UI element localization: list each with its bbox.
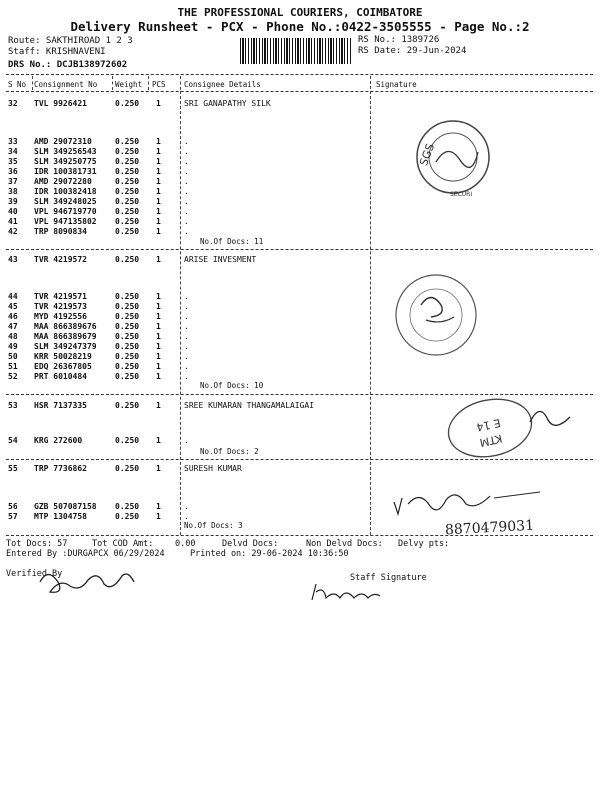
row-consignment: PRT 6010484 bbox=[34, 372, 87, 381]
row-pcs: 1 bbox=[156, 464, 161, 473]
row-sno: 41 bbox=[8, 217, 18, 226]
consignee-name: SURESH KUMAR bbox=[184, 464, 242, 473]
row-pcs: 1 bbox=[156, 217, 161, 226]
col-sep-signature bbox=[370, 76, 371, 535]
row-sno: 52 bbox=[8, 372, 18, 381]
row-consignment: AMD 29072280 bbox=[34, 177, 92, 186]
consignee-name: ARISE INVESMENT bbox=[184, 255, 257, 264]
col-consignee: Consignee Details bbox=[184, 80, 261, 89]
row-pcs: 1 bbox=[156, 372, 161, 381]
row-consignment: AMD 29072310 bbox=[34, 137, 92, 146]
row-consignment: MYD 4192556 bbox=[34, 312, 87, 321]
row-consignment: EDQ 26367805 bbox=[34, 362, 92, 371]
row-pcs: 1 bbox=[156, 99, 161, 108]
row-sno: 57 bbox=[8, 512, 18, 521]
row-detail: . bbox=[184, 342, 189, 351]
row-detail: . bbox=[184, 302, 189, 311]
runsheet-subtitle: Delivery Runsheet - PCX - Phone No.:0422-3505555 - Page No.:2 bbox=[70, 19, 530, 34]
row-weight: 0.250 bbox=[115, 401, 140, 410]
row-sno: 49 bbox=[8, 342, 18, 351]
row-pcs: 1 bbox=[156, 352, 161, 361]
row-consignment: VPL 947135802 bbox=[34, 217, 97, 226]
ktm-stamp bbox=[440, 392, 580, 467]
row-consignment: TRP 7736862 bbox=[34, 464, 87, 473]
verifier-signature bbox=[30, 562, 150, 602]
rs-number: RS No.: 1389726 bbox=[358, 35, 440, 45]
row-weight: 0.250 bbox=[115, 147, 140, 156]
row-sno: 53 bbox=[8, 401, 18, 410]
row-weight: 0.250 bbox=[115, 372, 140, 381]
row-pcs: 1 bbox=[156, 512, 161, 521]
row-detail: . bbox=[184, 352, 189, 361]
row-pcs: 1 bbox=[156, 227, 161, 236]
row-sno: 54 bbox=[8, 436, 18, 445]
staff-signature-label: Staff Signature bbox=[350, 573, 427, 583]
row-pcs: 1 bbox=[156, 436, 161, 445]
row-consignment: MAA 866389679 bbox=[34, 332, 97, 341]
handwritten-phone: 8870479031 bbox=[444, 517, 535, 539]
row-detail: . bbox=[184, 137, 189, 146]
row-consignment: MAA 866389676 bbox=[34, 322, 97, 331]
row-weight: 0.250 bbox=[115, 167, 140, 176]
row-weight: 0.250 bbox=[115, 157, 140, 166]
row-sno: 36 bbox=[8, 167, 18, 176]
row-consignment: KRR 50028219 bbox=[34, 352, 92, 361]
printed-on: Printed on: 29-06-2024 10:36:50 bbox=[190, 549, 349, 559]
row-pcs: 1 bbox=[156, 312, 161, 321]
row-detail: . bbox=[184, 372, 189, 381]
row-detail: . bbox=[184, 157, 189, 166]
row-sno: 43 bbox=[8, 255, 18, 264]
row-weight: 0.250 bbox=[115, 217, 140, 226]
barcode bbox=[240, 38, 352, 64]
row-sno: 39 bbox=[8, 197, 18, 206]
row-weight: 0.250 bbox=[115, 362, 140, 371]
row-pcs: 1 bbox=[156, 177, 161, 186]
row-detail: . bbox=[184, 167, 189, 176]
row-detail: . bbox=[184, 227, 189, 236]
row-pcs: 1 bbox=[156, 255, 161, 264]
row-weight: 0.250 bbox=[115, 436, 140, 445]
row-weight: 0.250 bbox=[115, 502, 140, 511]
row-pcs: 1 bbox=[156, 302, 161, 311]
recipient-signature bbox=[390, 480, 580, 540]
row-consignment: IDR 100382418 bbox=[34, 187, 97, 196]
row-sno: 56 bbox=[8, 502, 18, 511]
svg-text:E 14: E 14 bbox=[475, 415, 502, 434]
row-pcs: 1 bbox=[156, 322, 161, 331]
row-detail: . bbox=[184, 512, 189, 521]
row-consignment: TRP 8090834 bbox=[34, 227, 87, 236]
row-sno: 46 bbox=[8, 312, 18, 321]
row-sno: 32 bbox=[8, 99, 18, 108]
sgs-security-stamp bbox=[408, 112, 498, 202]
row-sno: 37 bbox=[8, 177, 18, 186]
row-sno: 40 bbox=[8, 207, 18, 216]
entered-by: Entered By :DURGAPCX 06/29/2024 bbox=[6, 549, 165, 559]
col-sep bbox=[148, 76, 149, 90]
non-delivered-docs: Non Delvd Docs: bbox=[306, 539, 383, 549]
row-weight: 0.250 bbox=[115, 177, 140, 186]
svg-text:KTM: KTM bbox=[478, 431, 504, 449]
row-detail: . bbox=[184, 292, 189, 301]
group-divider bbox=[6, 249, 593, 250]
row-pcs: 1 bbox=[156, 137, 161, 146]
row-pcs: 1 bbox=[156, 207, 161, 216]
row-pcs: 1 bbox=[156, 292, 161, 301]
row-detail: . bbox=[184, 362, 189, 371]
row-pcs: 1 bbox=[156, 197, 161, 206]
row-weight: 0.250 bbox=[115, 312, 140, 321]
docs-count: No.Of Docs: 2 bbox=[200, 447, 259, 456]
rule-top bbox=[6, 74, 593, 75]
row-consignment: TVR 4219572 bbox=[34, 255, 87, 264]
svg-text:SGS: SGS bbox=[417, 141, 438, 168]
row-detail: . bbox=[184, 207, 189, 216]
row-detail: . bbox=[184, 197, 189, 206]
row-consignment: TVR 4219571 bbox=[34, 292, 87, 301]
row-pcs: 1 bbox=[156, 362, 161, 371]
row-weight: 0.250 bbox=[115, 332, 140, 341]
total-docs: Tot Docs: 57 bbox=[6, 539, 68, 549]
row-sno: 44 bbox=[8, 292, 18, 301]
row-detail: . bbox=[184, 147, 189, 156]
row-weight: 0.250 bbox=[115, 322, 140, 331]
total-cod-label: Tot COD Amt: bbox=[92, 539, 154, 549]
row-consignment: KRG 272600 bbox=[34, 436, 83, 445]
row-weight: 0.250 bbox=[115, 352, 140, 361]
row-pcs: 1 bbox=[156, 401, 161, 410]
row-consignment: SLM 349256543 bbox=[34, 147, 97, 156]
row-consignment: MTP 1304758 bbox=[34, 512, 87, 521]
row-sno: 33 bbox=[8, 137, 18, 146]
row-detail: . bbox=[184, 177, 189, 186]
row-weight: 0.250 bbox=[115, 292, 140, 301]
row-sno: 47 bbox=[8, 322, 18, 331]
total-cod-value: 0.00 bbox=[175, 539, 196, 549]
row-detail: . bbox=[184, 217, 189, 226]
route-label: Route: SAKTHIROAD 1 2 3 bbox=[8, 36, 133, 46]
row-weight: 0.250 bbox=[115, 255, 140, 264]
row-pcs: 1 bbox=[156, 167, 161, 176]
row-detail: . bbox=[184, 436, 189, 445]
col-sep-details bbox=[180, 91, 181, 535]
row-weight: 0.250 bbox=[115, 99, 140, 108]
row-sno: 34 bbox=[8, 147, 18, 156]
row-consignment: VPL 946719770 bbox=[34, 207, 97, 216]
row-consignment: GZB 507087158 bbox=[34, 502, 97, 511]
row-consignment: TVR 4219573 bbox=[34, 302, 87, 311]
col-sep bbox=[32, 76, 33, 90]
row-sno: 48 bbox=[8, 332, 18, 341]
col-consignment: Consignment No bbox=[34, 80, 98, 89]
svg-text:SECURI: SECURI bbox=[450, 191, 473, 198]
row-weight: 0.250 bbox=[115, 342, 140, 351]
row-detail: . bbox=[184, 322, 189, 331]
row-sno: 35 bbox=[8, 157, 18, 166]
delivered-docs: Delvd Docs: bbox=[222, 539, 279, 549]
arise-company-stamp bbox=[386, 265, 486, 365]
rs-date: RS Date: 29-Jun-2024 bbox=[358, 46, 467, 56]
staff-label: Staff: KRISHNAVENI bbox=[8, 47, 106, 57]
row-pcs: 1 bbox=[156, 332, 161, 341]
row-detail: . bbox=[184, 312, 189, 321]
col-sno: S No bbox=[8, 80, 27, 89]
consignee-name: SRI GANAPATHY SILK bbox=[184, 99, 271, 108]
row-weight: 0.250 bbox=[115, 137, 140, 146]
row-weight: 0.250 bbox=[115, 302, 140, 311]
row-weight: 0.250 bbox=[115, 227, 140, 236]
verified-by-label: Verified By bbox=[6, 569, 63, 579]
row-consignment: TVL 9926421 bbox=[34, 99, 87, 108]
row-pcs: 1 bbox=[156, 157, 161, 166]
row-weight: 0.250 bbox=[115, 187, 140, 196]
row-consignment: IDR 100381731 bbox=[34, 167, 97, 176]
row-weight: 0.250 bbox=[115, 512, 140, 521]
company-title: THE PROFESSIONAL COURIERS, COIMBATORE bbox=[177, 6, 423, 19]
delivery-points: Delvy pts: bbox=[398, 539, 450, 549]
row-pcs: 1 bbox=[156, 187, 161, 196]
docs-count: No.Of Docs: 3 bbox=[184, 521, 243, 530]
col-weight: Weight bbox=[115, 80, 143, 89]
row-consignment: SLM 349250775 bbox=[34, 157, 97, 166]
col-sep bbox=[112, 76, 113, 90]
docs-count: No.Of Docs: 11 bbox=[200, 237, 264, 246]
row-consignment: SLM 349248025 bbox=[34, 197, 97, 206]
col-signature: Signature bbox=[376, 80, 417, 89]
row-detail: . bbox=[184, 187, 189, 196]
consignee-name: SREE KUMARAN THANGAMALAIGAI bbox=[184, 401, 315, 410]
row-sno: 55 bbox=[8, 464, 18, 473]
row-consignment: HSR 7137335 bbox=[34, 401, 87, 410]
row-pcs: 1 bbox=[156, 502, 161, 511]
row-weight: 0.250 bbox=[115, 464, 140, 473]
row-pcs: 1 bbox=[156, 342, 161, 351]
row-sno: 50 bbox=[8, 352, 18, 361]
row-weight: 0.250 bbox=[115, 197, 140, 206]
col-pcs: PCS bbox=[152, 80, 166, 89]
row-detail: . bbox=[184, 332, 189, 341]
row-sno: 51 bbox=[8, 362, 18, 371]
col-sep bbox=[180, 76, 181, 90]
row-sno: 45 bbox=[8, 302, 18, 311]
row-pcs: 1 bbox=[156, 147, 161, 156]
drs-number: DRS No.: DCJB138972602 bbox=[8, 60, 128, 70]
row-sno: 42 bbox=[8, 227, 18, 236]
rule-header bbox=[6, 91, 593, 92]
staff-signature bbox=[306, 578, 386, 608]
row-consignment: SLM 349247379 bbox=[34, 342, 97, 351]
row-detail: . bbox=[184, 502, 189, 511]
row-sno: 38 bbox=[8, 187, 18, 196]
docs-count: No.Of Docs: 10 bbox=[200, 381, 264, 390]
row-weight: 0.250 bbox=[115, 207, 140, 216]
